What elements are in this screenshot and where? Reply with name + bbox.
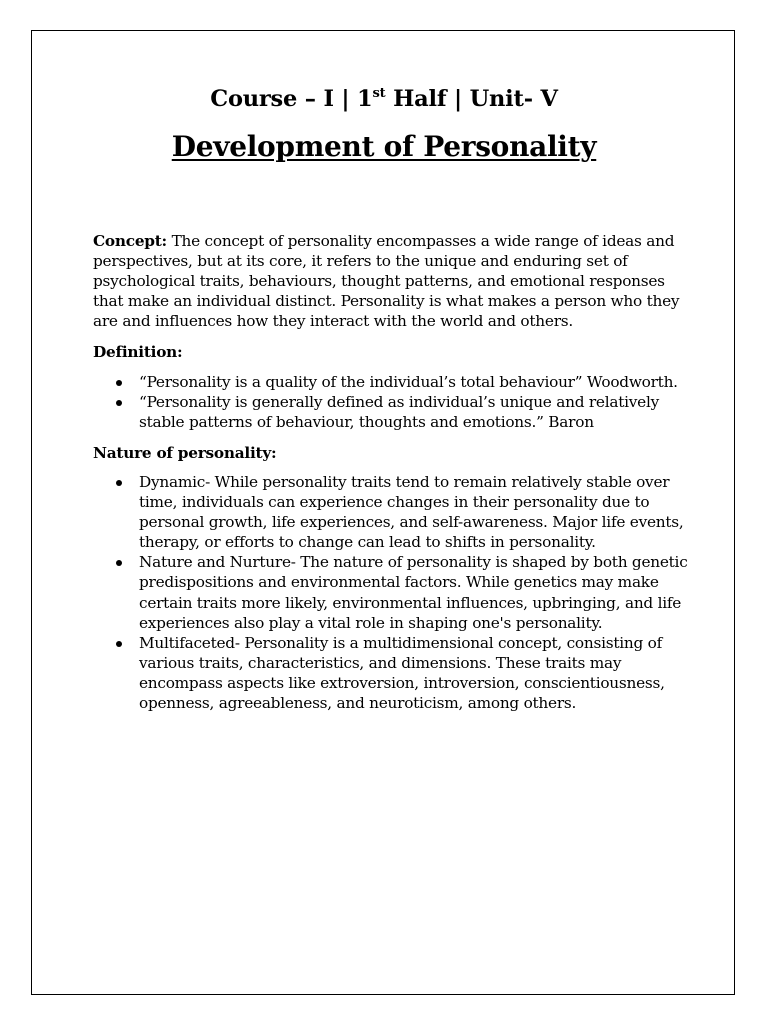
bullet-icon [116,400,122,406]
course-header-text: Course – I | 1 [210,86,373,112]
ordinal-suffix: st [372,86,386,101]
concept-text: The concept of personality encompasses a wide range of ideas and perspectives, but at its core, it refers to the unique and enduring set of psychological traits, behaviours, thought patterns, and emotional responses that make an individual distinct. Personality is what makes a person who they are and influences how they interact with the world and others. [93,232,680,331]
nature-heading: Nature of personality: [93,443,277,462]
definition-text: “Personality is generally defined as individual’s unique and relatively stable patterns of behaviour, thoughts and emotions.” Baron [139,392,659,431]
definition-text: “Personality is a quality of the individual’s total behaviour” Woodworth. [139,372,678,391]
list-item [93,633,693,713]
concept-paragraph [93,231,693,331]
list-item [93,372,693,392]
bullet-icon [116,641,122,647]
bullet-icon [116,480,122,486]
list-item [93,552,693,632]
course-header-rest: Half | Unit- V [385,86,558,112]
list-item [93,472,693,552]
document-body [93,231,693,713]
bullet-icon [116,560,122,566]
nature-text: Multifaceted- Personality is a multidimensional concept, consisting of various traits, characteristics, and dimensions. These traits may encompass aspects like extroversion, introversion, conscientiousness, openness, agreeableness, and neuroticism, among others. [139,633,665,712]
list-item [93,392,693,432]
nature-list [93,472,693,713]
bullet-icon [116,380,122,386]
course-header [0,86,768,112]
definition-list [93,372,693,432]
concept-label: Concept: [93,232,167,250]
nature-text: Dynamic- While personality traits tend to remain relatively stable over time, individuals can experience changes in their personality due to personal growth, life experiences, and self-awareness. Major life events, therapy, or efforts to change can lead to shifts in personality. [139,472,684,552]
page-title: Development of Personality [171,130,597,163]
nature-text: Nature and Nurture- The nature of personality is shaped by both genetic predispositions and environmental factors. While genetics may make certain traits more likely, environmental influences, upbringing, and life experiences also play a vital role in shaping one's personality. [139,553,688,632]
definition-heading: Definition: [93,343,183,362]
